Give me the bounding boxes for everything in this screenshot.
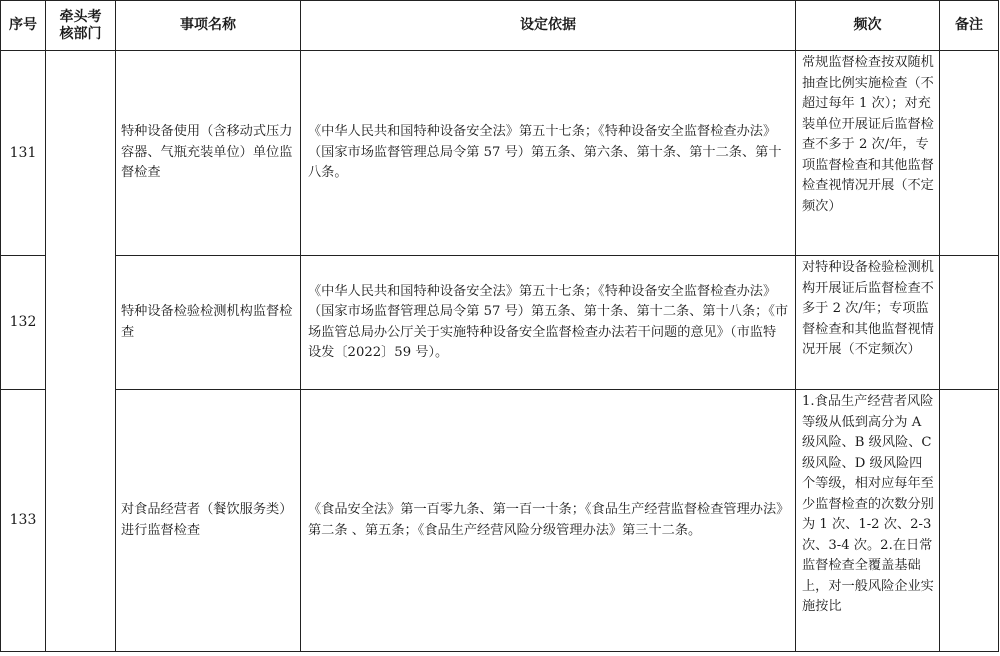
row-remark (940, 256, 999, 390)
header-dept-label: 牵头考核部门 (59, 8, 102, 42)
row-name: 对食品经营者（餐饮服务类）进行监督检查 (116, 390, 301, 652)
header-dept (46, 1, 116, 51)
row-freq (796, 51, 940, 256)
row-no: 133 (1, 390, 46, 652)
header-freq: 频次 (796, 1, 940, 51)
dept-cell (46, 51, 116, 652)
row-name: 特种设备使用（含移动式压力容器、气瓶充装单位）单位监督检查 (116, 51, 301, 256)
row-remark (940, 390, 999, 652)
row-basis: 《中华人民共和国特种设备安全法》第五十七条；《特种设备安全监督检查办法》（国家市场监督管理总局令第 57 号）第五条、第六条、第十条、第十二条、第十八条。 (301, 51, 796, 256)
header-no: 序号 (1, 1, 46, 51)
row-freq-text: 对特种设备检验检测机构开展证后监督检查不多于 2 次/年；专项监督检查和其他监督视情况开展（不定频次） (802, 260, 934, 357)
row-freq-text: 1.食品生产经营者风险等级从低到高分为 A 级风险、B 级风险、C 级风险、D 级风险四个等级，相对应每年至少监督检查的次数分别为 1 次、1-2 次、2-3 次、3-4 次。2.在日常监督检查全覆盖基础上，对一般风险企业实施按比 (802, 394, 934, 614)
row-freq (796, 256, 940, 390)
header-row (1, 1, 999, 51)
row-freq (796, 390, 940, 652)
row-no: 131 (1, 51, 46, 256)
table-row (1, 256, 999, 390)
row-remark (940, 51, 999, 256)
row-freq-text: 常规监督检查按双随机抽查比例实施检查（不超过每年 1 次）；对充装单位开展证后监督检查不多于 2 次/年，专项监督检查和其他监督检查视情况开展（不定频次） (802, 55, 934, 214)
table-row (1, 51, 999, 256)
table-row (1, 390, 999, 652)
row-no: 132 (1, 256, 46, 390)
header-basis: 设定依据 (301, 1, 796, 51)
row-basis: 《食品安全法》第一百零九条、第一百一十条；《食品生产经营监督检查管理办法》第二条 、第五条；《食品生产经营风险分级管理办法》第三十二条。 (301, 390, 796, 652)
row-basis: 《中华人民共和国特种设备安全法》第五十七条；《特种设备安全监督检查办法》（国家市场监督管理总局令第 57 号）第五条、第十条、第十二条、第十八条；《市场监管总局办公厅关于实施特种设备安全监督检查办法若干问题的意见》（市监特设发〔2022〕59 号）。 (301, 256, 796, 390)
header-name: 事项名称 (116, 1, 301, 51)
row-name: 特种设备检验检测机构监督检查 (116, 256, 301, 390)
header-remark: 备注 (940, 1, 999, 51)
